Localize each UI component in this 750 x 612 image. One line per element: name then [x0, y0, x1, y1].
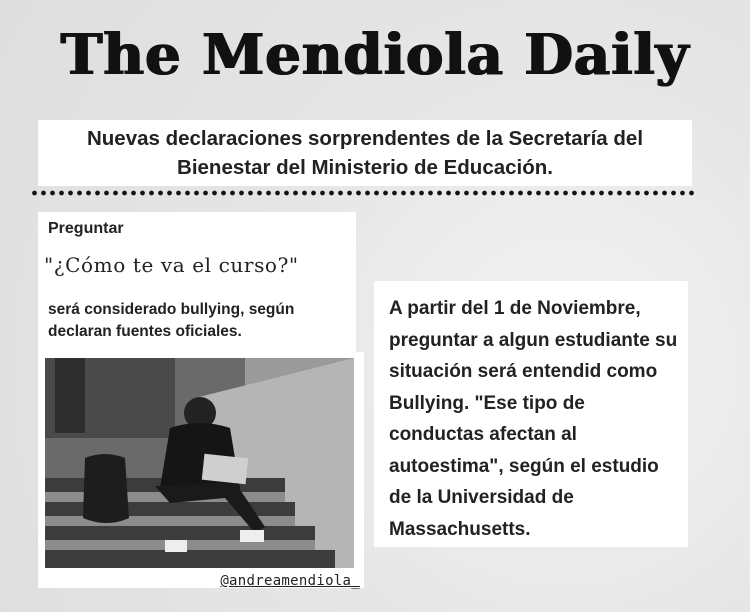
- photo-credit: @andreamendiola_: [220, 573, 360, 589]
- student-photo: [45, 358, 354, 568]
- headline: [38, 124, 692, 182]
- bullying-note: será considerado bullying, según declaran fuentes oficiales.: [48, 301, 295, 340]
- headline-line-1: Nuevas declaraciones sorprendentes de la Secretaría del: [86, 127, 644, 150]
- student-photo-illustration: [45, 358, 354, 568]
- headline-line-2: Bienestar del Ministerio de Educación.: [177, 156, 553, 179]
- dotted-divider: [30, 190, 695, 196]
- masthead-title: The Mendiola Daily: [60, 22, 690, 88]
- quote-text: "¿Cómo te va el curso?": [44, 253, 299, 277]
- ask-label: Preguntar: [48, 220, 124, 237]
- article-body: A partir del 1 de Noviembre, preguntar a algun estudiante su situación será entendid como Bullying. "Ese tipo de conductas afectan al autoestima", según el estudio de la Universidad de Massachusetts.: [389, 298, 678, 540]
